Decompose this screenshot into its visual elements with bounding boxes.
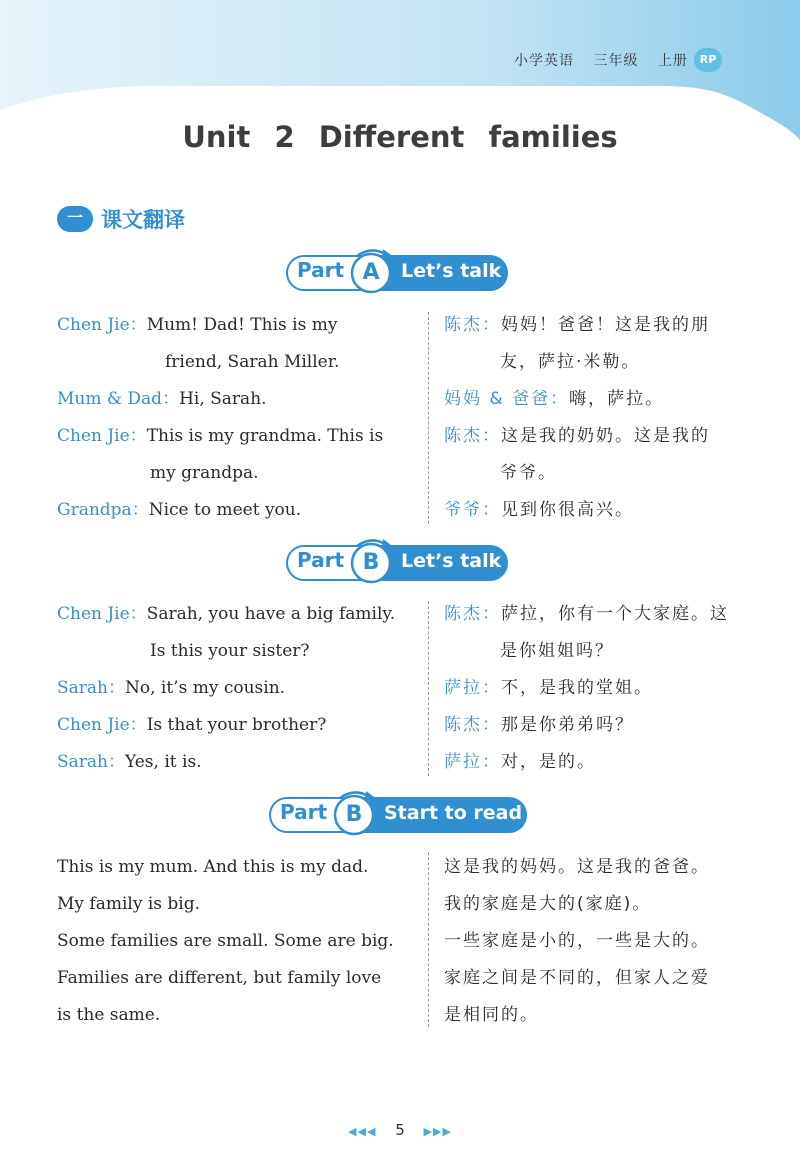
section-number-badge: 一 [57,206,93,232]
header-grade: 三年级 [593,53,639,69]
part-title: Let’s talk [401,260,502,282]
right-arrows-icon: ▶▶▶ [423,1125,452,1138]
unit-title: Unit 2 Different families [182,120,618,154]
dialogue-line-en: Mum & Dad：Hi, Sarah. [57,389,267,409]
part-title: Start to read [384,802,523,824]
part-b-read-badge [270,798,526,832]
column-divider [428,601,429,776]
dialogue-line-en: Grandpa：Nice to meet you. [57,500,302,520]
dialogue-line-zh: 陈杰：那是你弟弟吗？ [444,715,634,735]
dialogue-line-en: Chen Jie：Sarah, you have a big family. [57,604,396,624]
dialogue-line-en: my grandpa. [150,463,259,483]
part-letter: A [362,260,380,285]
column-divider [428,852,429,1027]
edition-badge: RP [694,48,722,72]
dialogue-line-en: Sarah：Yes, it is. [57,752,202,772]
dialogue-line-en: Chen Jie：Is that your brother? [57,715,327,735]
reading-line-zh: 是相同的。 [444,1005,539,1025]
part-label: Part [280,800,328,824]
dialogue-line-zh: 萨拉：不，是我的堂姐。 [444,678,653,698]
part-label: Part [297,548,345,572]
part-title: Let’s talk [401,550,502,572]
dialogue-line-zh: 爷爷：见到你很高兴。 [444,500,634,520]
reading-line-zh: 家庭之间是不同的，但家人之爱 [444,968,710,988]
part-a-badge [287,256,507,290]
dialogue-line-zh: 萨拉：对，是的。 [444,752,596,772]
reading-line-en: Families are different, but family love [57,968,382,988]
section-title: 课文翻译 [101,208,185,232]
reading-line-en: is the same. [57,1005,161,1025]
reading-line-zh: 一些家庭是小的，一些是大的。 [444,931,710,951]
header-subject: 小学英语 [514,53,574,69]
part-label: Part [297,258,345,282]
part-b-badge [287,546,507,580]
part-letter: B [362,550,380,575]
dialogue-line-en: Sarah：No, it’s my cousin. [57,678,286,698]
left-arrows-icon: ◀◀◀ [348,1125,377,1138]
dialogue-line-en: friend, Sarah Miller. [165,352,340,372]
reading-line-zh: 我的家庭是大的(家庭)。 [444,894,652,914]
part-letter: B [345,802,363,827]
header-volume: 上册 [657,53,688,69]
reading-line-en: Some families are small. Some are big. [57,931,394,951]
reading-line-en: My family is big. [57,894,201,914]
page-number: 5 [395,1121,405,1139]
dialogue-line-en: Chen Jie：Mum! Dad! This is my [57,315,338,335]
dialogue-line-en: Chen Jie：This is my grandma. This is [57,426,384,446]
dialogue-line-zh: 妈妈 & 爸爸：嗨，萨拉。 [444,389,665,409]
dialogue-line-zh: 是你姐姐吗？ [500,641,614,661]
reading-line-en: This is my mum. And this is my dad. [57,857,369,877]
dialogue-line-zh: 陈杰：这是我的奶奶。这是我的 [444,426,710,446]
dialogue-line-zh: 陈杰：萨拉，你有一个大家庭。这 [444,604,729,624]
dialogue-line-zh: 陈杰：妈妈！爸爸！这是我的朋 [444,315,710,335]
dialogue-line-zh: 爷爷。 [500,463,557,483]
reading-line-zh: 这是我的妈妈。这是我的爸爸。 [444,857,710,877]
header-book-info [514,50,702,70]
page-footer [0,1121,800,1139]
dialogue-line-en: Is this your sister? [150,641,310,661]
dialogue-line-zh: 友，萨拉·米勒。 [500,352,641,372]
column-divider [428,312,429,524]
